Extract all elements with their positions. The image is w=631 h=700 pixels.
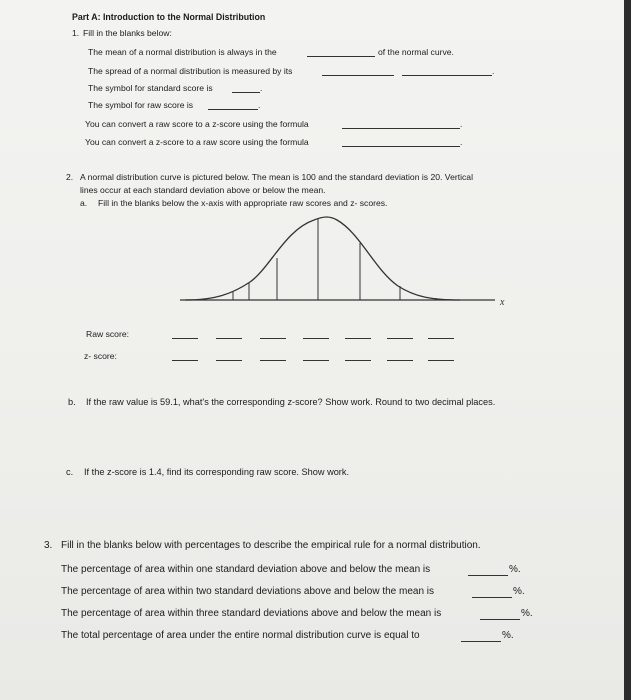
q1-line-6-blank[interactable] — [342, 146, 460, 147]
q2c-text: If the z-score is 1.4, find its corresponding raw score. Show work. — [84, 467, 350, 477]
q1-line-3-blank[interactable] — [232, 92, 260, 93]
q1-line-2-after: . — [492, 66, 495, 76]
q2c-label: c. — [66, 467, 74, 477]
q3-line-2-text: The percentage of area within two standard deviations above and below the mean is — [61, 586, 435, 597]
q3-line-1-suffix: %. — [509, 564, 521, 575]
normal-curve-figure — [170, 208, 515, 313]
raw-score-blank-4[interactable] — [303, 338, 329, 339]
raw-score-blank-1[interactable] — [172, 338, 198, 339]
q3-line-2-suffix: %. — [513, 586, 525, 597]
z-score-label: z- score: — [84, 351, 117, 361]
q1-line-4-text: The symbol for raw score is — [88, 100, 194, 110]
q1-line-1-after: of the normal curve. — [378, 47, 454, 57]
q1-prompt: Fill in the blanks below: — [83, 28, 172, 38]
q1-line-5-after: . — [460, 119, 463, 129]
raw-score-blank-3[interactable] — [260, 338, 286, 339]
q1-line-6-text: You can convert a z-score to a raw score using the formula — [85, 137, 309, 147]
page-edge-shadow — [624, 0, 631, 700]
q2-text-line-1: A normal distribution curve is pictured below. The mean is 100 and the standard deviation is 20. Vertical — [80, 172, 473, 182]
q3-line-3-suffix: %. — [521, 608, 533, 619]
page-title: Part A: Introduction to the Normal Distribution — [72, 12, 266, 22]
z-score-blank-4[interactable] — [303, 360, 329, 361]
q3-line-3-blank[interactable] — [480, 619, 520, 620]
q2a-label: a. — [80, 198, 88, 208]
raw-score-label: Raw score: — [86, 329, 129, 339]
q1-number: 1. — [72, 28, 80, 38]
z-score-blank-3[interactable] — [260, 360, 286, 361]
q3-line-4-text: The total percentage of area under the entire normal distribution curve is equal to — [61, 630, 420, 641]
raw-score-blank-2[interactable] — [216, 338, 242, 339]
q2-text-line-2: lines occur at each standard deviation above or below the mean. — [80, 185, 326, 195]
z-score-blank-5[interactable] — [345, 360, 371, 361]
q3-line-1-text: The percentage of area within one standard deviation above and below the mean is — [61, 564, 431, 575]
q1-line-5-text: You can convert a raw score to a z-score using the formula — [85, 119, 309, 129]
q3-line-2-blank[interactable] — [472, 597, 512, 598]
q1-line-2-blank-a[interactable] — [322, 75, 394, 76]
z-score-blank-6[interactable] — [387, 360, 413, 361]
q3-line-4-blank[interactable] — [461, 641, 501, 642]
q1-line-3-after: . — [260, 83, 263, 93]
q1-line-3-text: The symbol for standard score is — [88, 83, 213, 93]
raw-score-blank-6[interactable] — [387, 338, 413, 339]
raw-score-blank-5[interactable] — [345, 338, 371, 339]
raw-score-blank-7[interactable] — [428, 338, 454, 339]
q1-line-1-blank[interactable] — [307, 56, 375, 57]
bell-curve — [185, 217, 460, 300]
q1-line-4-blank[interactable] — [208, 109, 258, 110]
q1-line-1-text: The mean of a normal distribution is always in the — [88, 47, 277, 57]
z-score-blank-7[interactable] — [428, 360, 454, 361]
q3-number: 3. — [44, 540, 53, 551]
q3-line-3-text: The percentage of area within three standard deviations above and below the mean is — [61, 608, 442, 619]
q2b-label: b. — [68, 397, 76, 407]
x-axis-label: x — [500, 297, 505, 308]
q2b-text: If the raw value is 59.1, what's the corresponding z-score? Show work. Round to two decimal places. — [86, 397, 496, 407]
q1-line-5-blank[interactable] — [342, 128, 460, 129]
q3-line-1-blank[interactable] — [468, 575, 508, 576]
q3-prompt: Fill in the blanks below with percentages to describe the empirical rule for a normal distribution. — [61, 540, 481, 551]
q2a-text: Fill in the blanks below the x-axis with appropriate raw scores and z- scores. — [98, 198, 388, 208]
q1-line-6-after: . — [460, 137, 463, 147]
z-score-blank-2[interactable] — [216, 360, 242, 361]
q1-line-2-text: The spread of a normal distribution is measured by its — [88, 66, 293, 76]
z-score-blank-1[interactable] — [172, 360, 198, 361]
q1-line-2-blank-b[interactable] — [402, 75, 492, 76]
q1-line-4-after: . — [258, 100, 261, 110]
q2-number: 2. — [66, 172, 74, 182]
q3-line-4-suffix: %. — [502, 630, 514, 641]
